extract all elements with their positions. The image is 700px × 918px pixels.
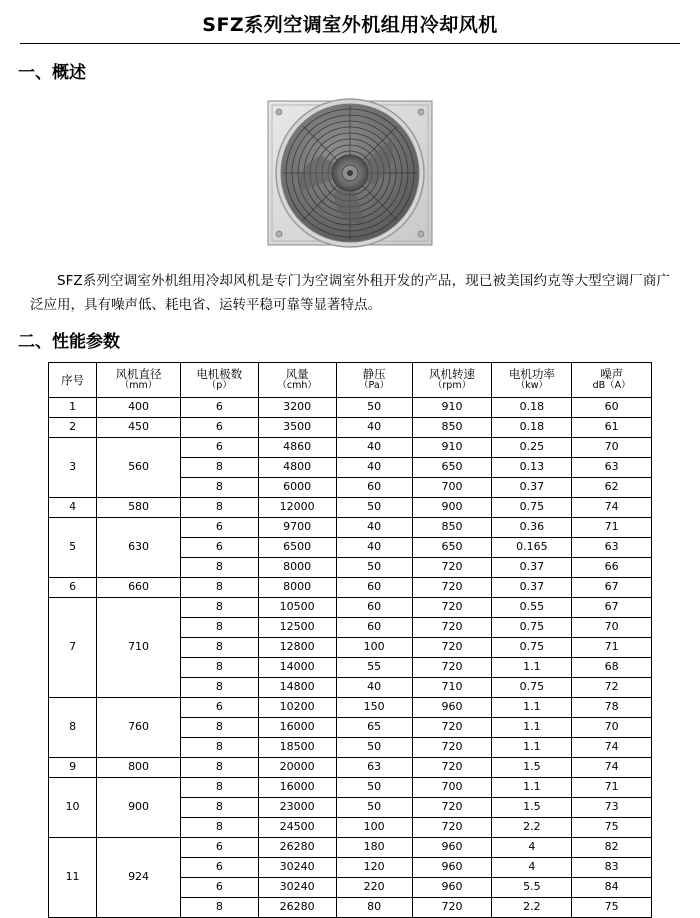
cell-noise: 63 [572,538,652,558]
cell-static-pressure: 40 [336,678,412,698]
cell-power: 0.25 [492,438,572,458]
header-sub-text: （Pa） [359,380,390,392]
cell-power: 0.75 [492,678,572,698]
cell-diameter: 400 [97,398,181,418]
cell-speed: 650 [412,458,492,478]
cell-airflow: 18500 [258,738,336,758]
cell-airflow: 14800 [258,678,336,698]
cell-speed: 720 [412,598,492,618]
cell-noise: 72 [572,678,652,698]
header-cell-airflow [258,363,336,398]
cell-power: 1.5 [492,758,572,778]
cell-static-pressure: 80 [336,898,412,918]
cell-poles: 8 [180,498,258,518]
cell-static-pressure: 60 [336,598,412,618]
header-main-text: 风机直径 [115,367,162,382]
table-row [49,498,652,518]
cell-static-pressure: 60 [336,618,412,638]
cell-no: 9 [49,758,97,778]
cell-speed: 710 [412,678,492,698]
cell-noise: 75 [572,818,652,838]
cell-airflow: 14000 [258,658,336,678]
cell-poles: 8 [180,458,258,478]
cell-airflow: 6500 [258,538,336,558]
cell-noise: 67 [572,598,652,618]
cell-speed: 720 [412,578,492,598]
header-sub-text: dB（A） [592,380,631,392]
cell-speed: 720 [412,618,492,638]
cell-poles: 6 [180,878,258,898]
cell-airflow: 23000 [258,798,336,818]
cell-poles: 6 [180,418,258,438]
cell-power: 1.1 [492,718,572,738]
cell-speed: 700 [412,478,492,498]
cell-speed: 720 [412,798,492,818]
cell-airflow: 3200 [258,398,336,418]
header-main-text: 静压 [362,367,386,382]
header-main-text: 风机转速 [429,367,475,382]
cell-noise: 67 [572,578,652,598]
cell-poles: 8 [180,578,258,598]
header-cell-power [492,363,572,398]
header-main-text: 序号 [61,372,85,387]
cell-static-pressure: 50 [336,778,412,798]
cell-no: 2 [49,418,97,438]
page-title: SFZ系列空调室外机组用冷却风机 [202,14,498,36]
cell-power: 4 [492,858,572,878]
cell-no: 1 [49,398,97,418]
cell-no: 4 [49,498,97,518]
header-main-text: 噪声 [600,367,624,382]
cell-static-pressure: 60 [336,478,412,498]
cell-poles: 8 [180,898,258,918]
cell-power: 0.37 [492,478,572,498]
cell-diameter: 924 [97,838,181,918]
cell-static-pressure: 40 [336,538,412,558]
cell-noise: 70 [572,438,652,458]
cell-power: 0.37 [492,558,572,578]
table-body [49,398,652,918]
cell-diameter: 760 [97,698,181,758]
table-row [49,398,652,418]
cell-airflow: 12800 [258,638,336,658]
cell-power: 0.36 [492,518,572,538]
title-divider [20,43,680,44]
cell-speed: 720 [412,718,492,738]
cell-poles: 8 [180,798,258,818]
cell-power: 1.1 [492,698,572,718]
cell-static-pressure: 50 [336,798,412,818]
cell-static-pressure: 50 [336,738,412,758]
cell-static-pressure: 63 [336,758,412,778]
cell-poles: 8 [180,738,258,758]
cell-static-pressure: 55 [336,658,412,678]
cell-static-pressure: 50 [336,498,412,518]
cell-power: 2.2 [492,898,572,918]
cell-noise: 62 [572,478,652,498]
cell-speed: 960 [412,858,492,878]
cell-poles: 8 [180,718,258,738]
cell-static-pressure: 50 [336,558,412,578]
cell-static-pressure: 40 [336,438,412,458]
table-header-row [49,363,652,398]
cell-airflow: 9700 [258,518,336,538]
cell-static-pressure: 220 [336,878,412,898]
cell-static-pressure: 150 [336,698,412,718]
cell-noise: 78 [572,698,652,718]
header-cell-no [49,363,97,398]
cell-speed: 720 [412,818,492,838]
cell-poles: 6 [180,838,258,858]
cell-noise: 71 [572,778,652,798]
cell-static-pressure: 40 [336,418,412,438]
cell-speed: 720 [412,758,492,778]
cell-no: 5 [49,518,97,578]
cell-speed: 900 [412,498,492,518]
cell-no: 7 [49,598,97,698]
cell-airflow: 16000 [258,718,336,738]
cell-speed: 960 [412,878,492,898]
cell-power: 0.75 [492,638,572,658]
cell-static-pressure: 40 [336,458,412,478]
cell-airflow: 20000 [258,758,336,778]
header-main-text: 电机功率 [508,367,555,382]
cell-speed: 720 [412,658,492,678]
cell-diameter: 710 [97,598,181,698]
cell-diameter: 580 [97,498,181,518]
cell-no: 11 [49,838,97,918]
cell-noise: 70 [572,718,652,738]
cell-speed: 850 [412,418,492,438]
cell-airflow: 26280 [258,898,336,918]
cell-speed: 850 [412,518,492,538]
table-row [49,778,652,798]
cell-power: 1.1 [492,738,572,758]
cell-power: 0.18 [492,418,572,438]
cell-diameter: 450 [97,418,181,438]
header-sub-text: （rpm） [432,380,472,392]
table-header [49,363,652,398]
cell-poles: 8 [180,758,258,778]
header-sub-text: （kw） [515,380,549,392]
cell-no: 8 [49,698,97,758]
cell-airflow: 6000 [258,478,336,498]
table-row [49,518,652,538]
cell-static-pressure: 60 [336,578,412,598]
cell-diameter: 630 [97,518,181,578]
cell-noise: 75 [572,898,652,918]
cell-static-pressure: 120 [336,858,412,878]
header-sub-text: （cmh） [277,380,317,392]
table-row [49,698,652,718]
cell-poles: 8 [180,598,258,618]
cell-diameter: 660 [97,578,181,598]
cell-static-pressure: 65 [336,718,412,738]
cell-speed: 650 [412,538,492,558]
cell-speed: 720 [412,558,492,578]
cell-no: 10 [49,778,97,838]
table-row [49,598,652,618]
header-cell-speed [412,363,492,398]
cell-static-pressure: 180 [336,838,412,858]
cell-power: 0.13 [492,458,572,478]
table-row [49,758,652,778]
cell-no: 3 [49,438,97,498]
cell-airflow: 8000 [258,578,336,598]
cell-airflow: 12000 [258,498,336,518]
cell-power: 1.1 [492,778,572,798]
cell-noise: 68 [572,658,652,678]
cell-static-pressure: 40 [336,518,412,538]
header-cell-static-pressure [336,363,412,398]
cell-airflow: 4860 [258,438,336,458]
section-heading-overview: 一、概述 [18,63,86,83]
table-row [49,838,652,858]
performance-parameters-table [48,362,652,918]
cell-airflow: 12500 [258,618,336,638]
cell-diameter: 800 [97,758,181,778]
cell-airflow: 8000 [258,558,336,578]
cell-power: 0.18 [492,398,572,418]
cell-diameter: 560 [97,438,181,498]
cell-power: 0.165 [492,538,572,558]
cell-power: 1.1 [492,658,572,678]
cell-noise: 71 [572,518,652,538]
cell-airflow: 30240 [258,878,336,898]
cell-power: 5.5 [492,878,572,898]
cell-poles: 6 [180,858,258,878]
cell-speed: 720 [412,638,492,658]
cell-noise: 63 [572,458,652,478]
cell-power: 0.55 [492,598,572,618]
header-cell-noise [572,363,652,398]
cell-power: 4 [492,838,572,858]
header-cell-poles [180,363,258,398]
cell-poles: 8 [180,478,258,498]
cell-poles: 8 [180,778,258,798]
cell-no: 6 [49,578,97,598]
cell-noise: 84 [572,878,652,898]
cell-airflow: 30240 [258,858,336,878]
cell-speed: 960 [412,698,492,718]
cell-power: 0.75 [492,498,572,518]
cell-power: 0.75 [492,618,572,638]
cell-airflow: 4800 [258,458,336,478]
cell-diameter: 900 [97,778,181,838]
cell-noise: 61 [572,418,652,438]
cell-noise: 73 [572,798,652,818]
cell-airflow: 10500 [258,598,336,618]
cell-power: 2.2 [492,818,572,838]
cell-poles: 8 [180,658,258,678]
section-heading-parameters: 二、性能参数 [18,332,120,353]
cell-static-pressure: 100 [336,638,412,658]
cell-poles: 6 [180,698,258,718]
cell-speed: 910 [412,398,492,418]
cell-noise: 83 [572,858,652,878]
header-main-text: 风量 [285,367,309,382]
document-page [0,10,700,914]
header-main-text: 电机极数 [196,367,243,382]
cell-noise: 74 [572,498,652,518]
table-row [49,578,652,598]
cell-airflow: 24500 [258,818,336,838]
cell-speed: 700 [412,778,492,798]
header-sub-text: （mm） [119,380,158,392]
cell-noise: 74 [572,758,652,778]
cell-speed: 720 [412,898,492,918]
cell-speed: 960 [412,838,492,858]
cell-noise: 66 [572,558,652,578]
cell-poles: 8 [180,678,258,698]
cell-power: 0.37 [492,578,572,598]
cell-noise: 82 [572,838,652,858]
cell-poles: 6 [180,518,258,538]
cell-airflow: 26280 [258,838,336,858]
cell-poles: 8 [180,818,258,838]
cell-poles: 6 [180,398,258,418]
cell-poles: 8 [180,618,258,638]
cell-noise: 71 [572,638,652,658]
overview-paragraph: SFZ系列空调室外机组用冷却风机是专门为空调室外租开发的产品，现已被美国约克等大型空调厂商广泛应用，具有噪声低、耗电省、运转平稳可靠等显著特点。 [30,273,670,313]
cell-poles: 6 [180,438,258,458]
cell-noise: 74 [572,738,652,758]
cell-power: 1.5 [492,798,572,818]
figure-container [0,93,700,258]
cell-airflow: 16000 [258,778,336,798]
cell-noise: 70 [572,618,652,638]
table-row [49,438,652,458]
cell-speed: 720 [412,738,492,758]
cell-noise: 60 [572,398,652,418]
table-row [49,418,652,438]
header-sub-text: （p） [206,380,232,392]
cell-poles: 8 [180,638,258,658]
cell-static-pressure: 50 [336,398,412,418]
cell-poles: 6 [180,538,258,558]
cell-static-pressure: 100 [336,818,412,838]
axial-cooling-fan-photo [245,93,455,253]
cell-airflow: 3500 [258,418,336,438]
header-cell-diameter [97,363,181,398]
cell-speed: 910 [412,438,492,458]
cell-poles: 8 [180,558,258,578]
cell-airflow: 10200 [258,698,336,718]
